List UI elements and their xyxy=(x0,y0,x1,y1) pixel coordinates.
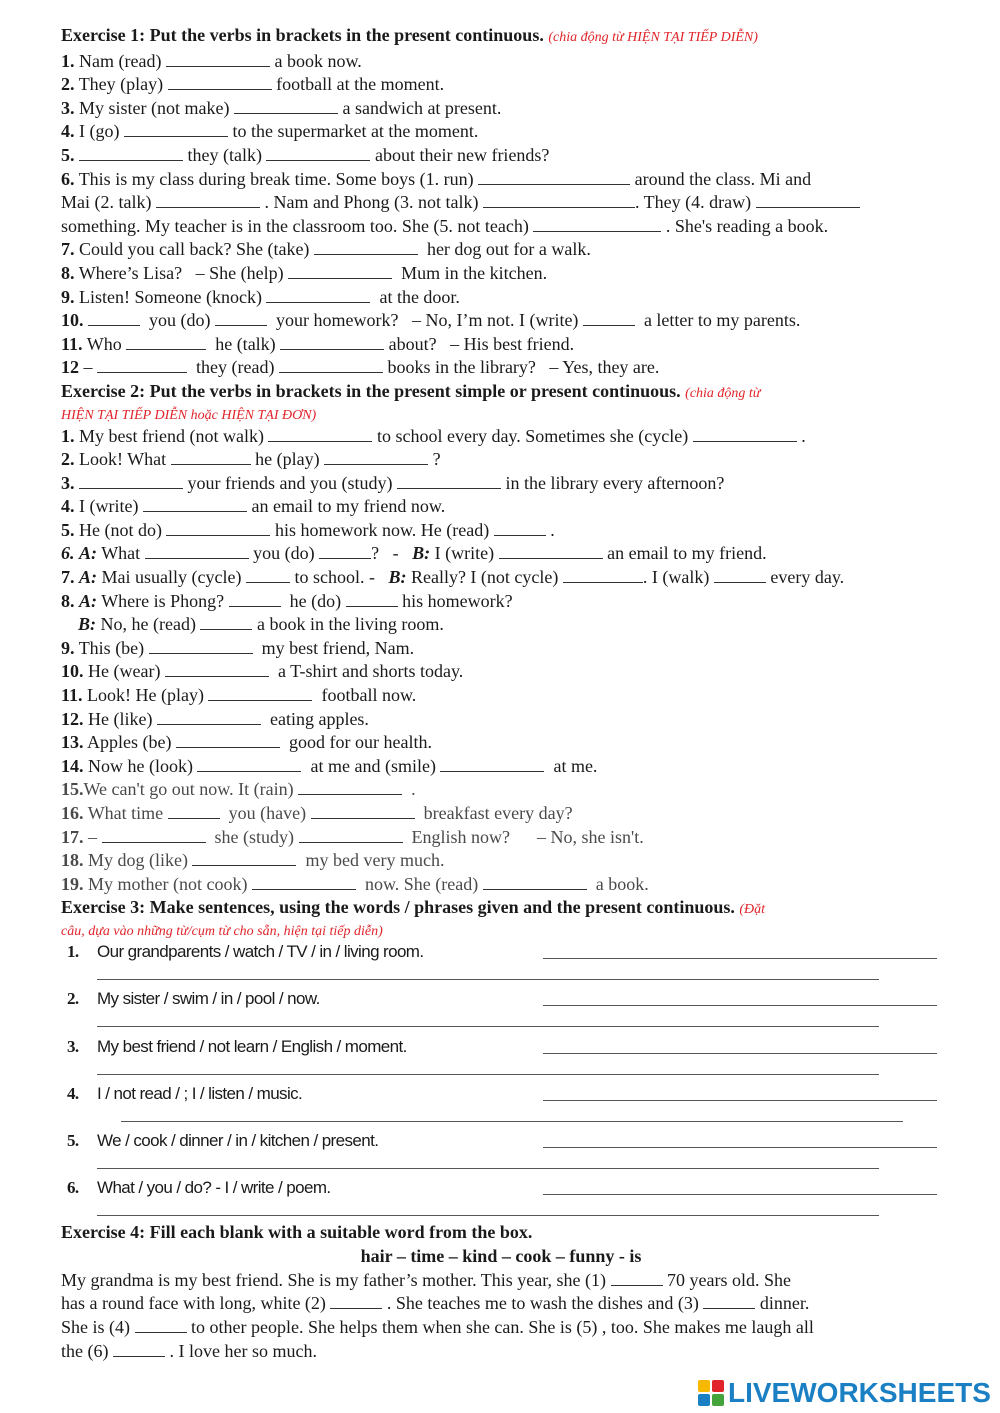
blank[interactable] xyxy=(229,592,281,607)
blank[interactable] xyxy=(346,592,398,607)
ex1-item-5: 5. they (talk) about their new friends? xyxy=(61,144,550,165)
ex2-item-3: 3. your friends and you (study) in the library every afternoon? xyxy=(61,472,725,493)
ex2-item-2: 2. Look! What he (play) ? xyxy=(61,449,441,470)
blank[interactable] xyxy=(166,52,270,67)
blank[interactable] xyxy=(102,828,206,843)
ex2-item-1: 1. My best friend (not walk) to school every day. Sometimes she (cycle) . xyxy=(61,425,806,446)
exercise-1-heading xyxy=(61,24,941,50)
ex3-item-4: 4. I / not read / ; I / listen / music. xyxy=(61,1083,941,1130)
ex3-item-3: 3. My best friend / not learn / English / moment. xyxy=(61,1036,941,1083)
blank[interactable] xyxy=(113,1342,165,1357)
ex2-item-9: 9. This (be) my best friend, Nam. xyxy=(61,637,415,658)
blank[interactable] xyxy=(288,264,392,279)
worksheet xyxy=(61,24,941,1364)
ex1-item-6-cont: Mai (2. talk) . Nam and Phong (3. not talk) . They (4. draw) xyxy=(61,191,941,215)
blank[interactable] xyxy=(157,710,261,725)
blank[interactable] xyxy=(756,193,860,208)
answer-line[interactable] xyxy=(543,1005,937,1006)
ex1-item-3: 3. My sister (not make) a sandwich at present. xyxy=(61,97,502,118)
blank[interactable] xyxy=(215,311,267,326)
ex1-item-8: 8. Where’s Lisa? – She (help) Mum in the kitchen. xyxy=(61,262,548,283)
ex2-item-5: 5. He (not do) his homework now. He (read) . xyxy=(61,519,555,540)
blank[interactable] xyxy=(583,311,635,326)
blank[interactable] xyxy=(563,568,643,583)
ex1-item-7: 7. Could you call back? She (take) her dog out for a walk. xyxy=(61,239,591,260)
ex2-item-8: 8. A: Where is Phong? he (do) his homework? xyxy=(61,590,513,611)
exercise-3-title: Exercise 3: Make sentences, using the words / phrases given and the present continuous. xyxy=(61,897,735,918)
ex2-item-16: 16. What time you (have) breakfast every day? xyxy=(61,803,573,823)
exercise-2-hint-cont: HIỆN TẠI TIẾP DIỄN hoặc HIỆN TẠI ĐƠN) xyxy=(61,407,317,423)
ex1-item-9: 9. Listen! Someone (knock) at the door. xyxy=(61,286,460,307)
blank[interactable] xyxy=(311,804,415,819)
answer-line[interactable] xyxy=(121,1121,903,1122)
ex3-item-6: 6. What / you / do? - I / write / poem. xyxy=(61,1177,941,1221)
answer-line[interactable] xyxy=(97,1026,879,1027)
blank[interactable] xyxy=(324,450,428,465)
blank[interactable] xyxy=(88,311,140,326)
blank[interactable] xyxy=(483,193,635,208)
blank[interactable] xyxy=(611,1271,663,1286)
ex1-item-6-cont2: something. My teacher is in the classroom too. She (5. not teach) . She's reading a book. xyxy=(61,215,829,236)
blank[interactable] xyxy=(280,335,384,350)
blank[interactable] xyxy=(200,615,252,630)
blank[interactable] xyxy=(299,828,403,843)
blank[interactable] xyxy=(252,875,356,890)
blank[interactable] xyxy=(330,1294,382,1309)
exercise-3-hint: (Đặt xyxy=(739,902,766,918)
ex2-item-8-answer: B: No, he (read) a book in the living room. xyxy=(78,614,444,635)
blank[interactable] xyxy=(135,1318,187,1333)
blank[interactable] xyxy=(478,170,630,185)
blank[interactable] xyxy=(197,757,301,772)
blank[interactable] xyxy=(149,639,253,654)
exercise-3-hint-cont: câu, dựa vào những từ/cụm từ cho sẵn, hiện tại tiếp diễn) xyxy=(61,923,383,939)
exercise-2-hint: (chia động từ xyxy=(685,385,761,401)
ex2-item-10: 10. He (wear) a T-shirt and shorts today. xyxy=(61,661,464,682)
ex1-item-4: 4. I (go) to the supermarket at the moment. xyxy=(61,121,479,142)
ex2-item-17: 17. – she (study) English now? – No, she isn't. xyxy=(61,826,644,847)
answer-line[interactable] xyxy=(543,1147,937,1148)
blank[interactable] xyxy=(166,521,270,536)
blank[interactable] xyxy=(314,240,418,255)
exercise-1-title: Exercise 1: Put the verbs in brackets in the present continuous. xyxy=(61,25,544,45)
blank[interactable] xyxy=(483,875,587,890)
blank[interactable] xyxy=(279,358,383,373)
blank[interactable] xyxy=(126,335,206,350)
blank[interactable] xyxy=(266,288,370,303)
answer-line[interactable] xyxy=(97,1074,879,1075)
ex1-item-11: 11. Who he (talk) about? – His best friend. xyxy=(61,333,575,354)
blank[interactable] xyxy=(208,686,312,701)
answer-line[interactable] xyxy=(97,1168,879,1169)
blank[interactable] xyxy=(165,662,269,677)
blank[interactable] xyxy=(145,544,249,559)
answer-line[interactable] xyxy=(543,958,937,959)
exercise-3-heading xyxy=(61,896,941,922)
exercise-2-title: Exercise 2: Put the verbs in brackets in the present simple or present continuous. xyxy=(61,380,681,401)
ex4-passage: My grandma is my best friend. She is my father’s mother. This year, she (1) 70 years old. She has a round face with long, white (2) . She teaches me to wash the dishes and (3) dinner. She is (4) to other people. She helps them when she can. She is (5) , too. She makes me laugh all the (6) . I love her so much. xyxy=(61,1269,814,1362)
answer-line[interactable] xyxy=(543,1194,937,1195)
ex1-item-1: 1. Nam (read) a book now. xyxy=(61,50,362,71)
blank[interactable] xyxy=(533,217,661,232)
word-box: hair – time – kind – cook – funny - is xyxy=(360,1246,642,1267)
ex1-item-6: 6. This is my class during break time. Some boys (1. run) around the class. Mi and xyxy=(61,168,812,189)
blank[interactable] xyxy=(168,804,220,819)
ex2-item-14: 14. Now he (look) at me and (smile) at me. xyxy=(61,755,598,776)
blank[interactable] xyxy=(268,427,372,442)
blank[interactable] xyxy=(397,474,501,489)
blank[interactable] xyxy=(156,193,260,208)
ex2-item-7: 7. A: Mai usually (cycle) to school. - B: Really? I (not cycle) . I (walk) every day. xyxy=(61,567,845,588)
answer-line[interactable] xyxy=(543,1053,937,1054)
exercise-4-title: Exercise 4: Fill each blank with a suitable word from the box. xyxy=(61,1222,533,1243)
ex2-item-4: 4. I (write) an email to my friend now. xyxy=(61,496,446,517)
ex2-item-13: 13. Apples (be) good for our health. xyxy=(61,732,432,753)
blank[interactable] xyxy=(319,544,371,559)
liveworksheets-logo xyxy=(698,1378,996,1408)
logo-text: LIVEWORKSHEETS xyxy=(728,1377,991,1408)
blank[interactable] xyxy=(79,146,183,161)
blank[interactable] xyxy=(192,851,296,866)
ex3-item-1: 1. Our grandparents / watch / TV / in / living room. xyxy=(61,941,941,988)
ex2-item-19: 19. My mother (not cook) now. She (read) a book. xyxy=(61,873,649,894)
ex2-item-18: 18. My dog (like) my bed very much. xyxy=(61,850,445,871)
ex2-item-12: 12. He (like) eating apples. xyxy=(61,708,369,729)
blank[interactable] xyxy=(168,75,272,90)
blank[interactable] xyxy=(79,474,183,489)
blank[interactable] xyxy=(494,521,546,536)
blank[interactable] xyxy=(266,146,370,161)
blank[interactable] xyxy=(97,358,187,373)
blank[interactable] xyxy=(234,99,338,114)
exercise-2-heading xyxy=(61,380,941,406)
blank[interactable] xyxy=(440,757,544,772)
blank[interactable] xyxy=(714,568,766,583)
ex2-item-11: 11. Look! He (play) football now. xyxy=(61,685,417,706)
ex1-item-2: 2. They (play) football at the moment. xyxy=(61,74,445,95)
answer-line[interactable] xyxy=(97,1215,879,1216)
blank[interactable] xyxy=(693,427,797,442)
ex1-item-12: 12 – they (read) books in the library? – Yes, they are. xyxy=(61,357,660,378)
ex3-item-5: 5. We / cook / dinner / in / kitchen / present. xyxy=(61,1130,941,1177)
ex2-item-6: 6. A: What you (do) ? - B: I (write) an email to my friend. xyxy=(61,543,767,564)
ex1-item-10: 10. you (do) your homework? – No, I’m not. I (write) a letter to my parents. xyxy=(61,310,801,331)
answer-line[interactable] xyxy=(97,979,879,980)
exercise-1-hint: (chia động từ HIỆN TẠI TIẾP DIỄN) xyxy=(548,30,758,45)
ex3-item-2: 2. My sister / swim / in / pool / now. xyxy=(61,988,941,1035)
blank[interactable] xyxy=(703,1294,755,1309)
answer-line[interactable] xyxy=(543,1100,937,1101)
blank[interactable] xyxy=(176,733,280,748)
blank[interactable] xyxy=(246,568,290,583)
ex2-item-15: 15.We can't go out now. It (rain) . xyxy=(61,779,416,800)
logo-icon xyxy=(698,1380,724,1406)
blank[interactable] xyxy=(298,780,402,795)
blank[interactable] xyxy=(143,497,247,512)
blank[interactable] xyxy=(499,544,603,559)
blank[interactable] xyxy=(171,450,251,465)
blank[interactable] xyxy=(124,122,228,137)
